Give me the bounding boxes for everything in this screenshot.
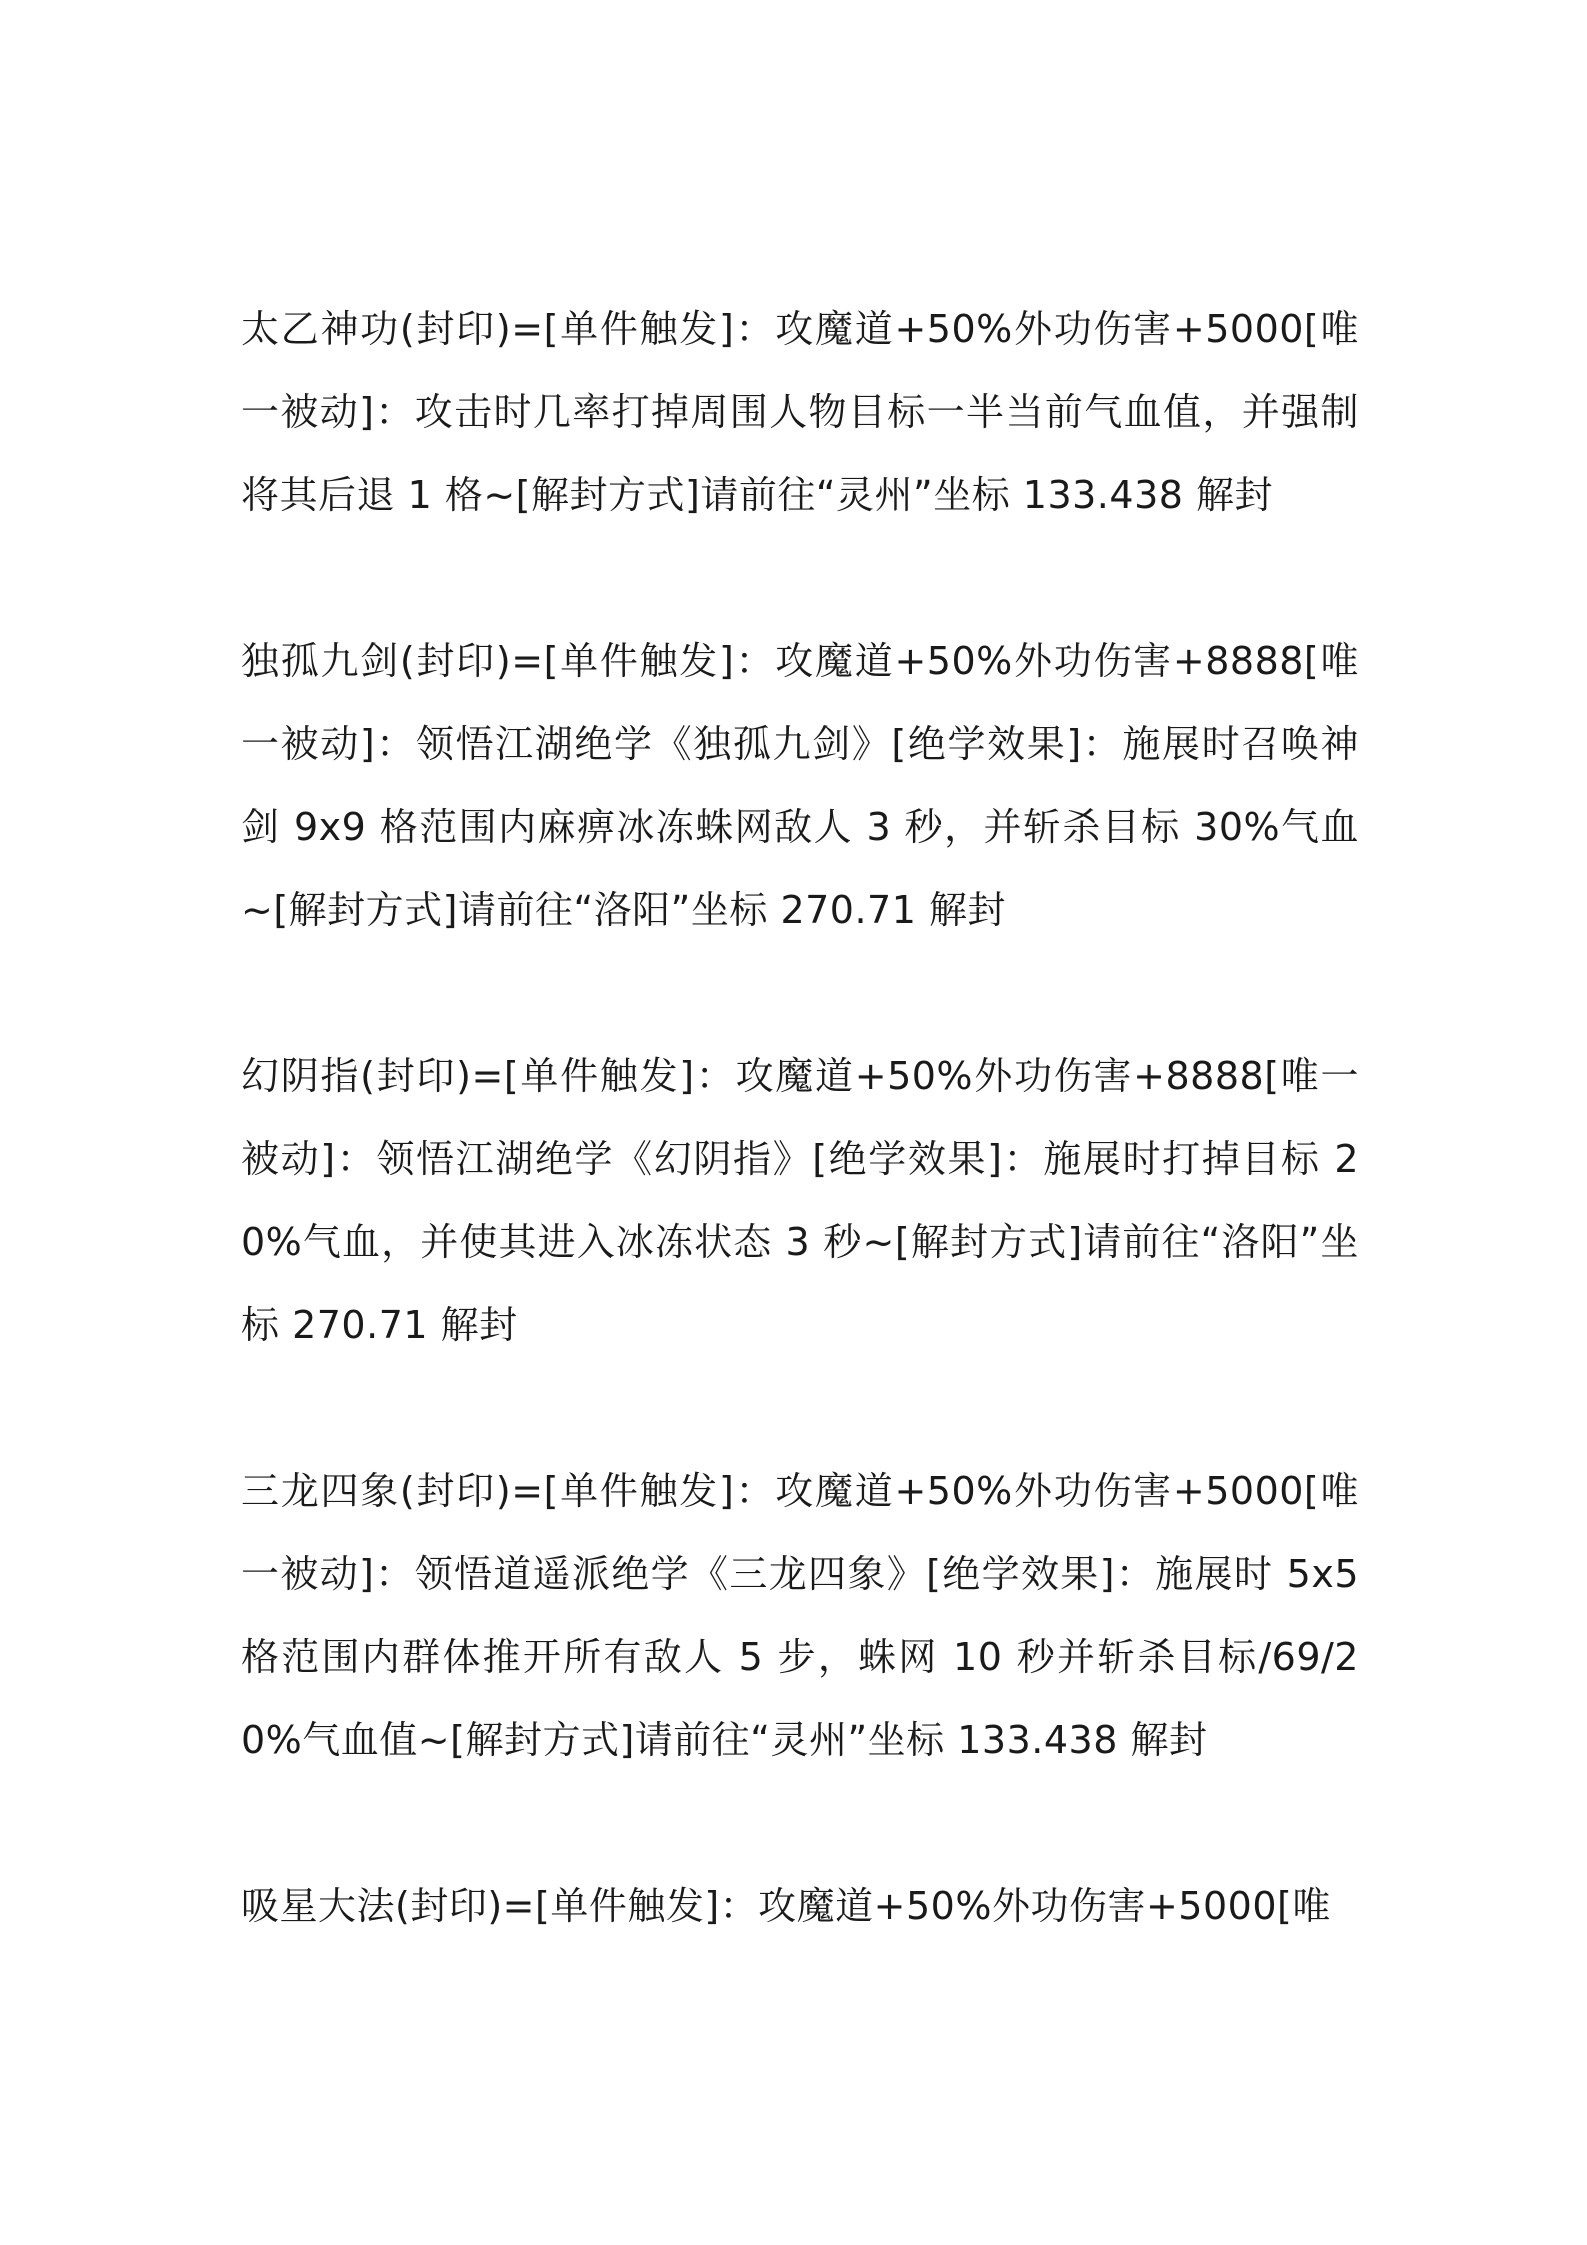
document-body: [241, 288, 1359, 1948]
paragraph-huanyin-zhi: 幻阴指(封印)=[单件触发]：攻魔道+50%外功伤害+8888[唯一被动]：领悟江湖绝学《幻阴指》[绝学效果]：施展时打掉目标 20%气血，并使其进入冰冻状态 3 秒~[解封方式]请前往“洛阳”坐标 270.71 解封: [241, 1054, 1359, 1347]
paragraph-sanlong-sixiang: 三龙四象(封印)=[单件触发]：攻魔道+50%外功伤害+5000[唯一被动]：领悟道遥派绝学《三龙四象》[绝学效果]：施展时 5x5 格范围内群体推开所有敌人 5 步，蛛网 10 秒并斩杀目标/69/20%气血值~[解封方式]请前往“灵州”坐标 133.438 解封: [241, 1469, 1359, 1762]
paragraph-xixing-dafa: 吸星大法(封印)=[单件触发]：攻魔道+50%外功伤害+5000[唯: [241, 1884, 1331, 1928]
paragraph-dugu-jiujian: 独孤九剑(封印)=[单件触发]：攻魔道+50%外功伤害+8888[唯一被动]：领悟江湖绝学《独孤九剑》[绝学效果]：施展时召唤神剑 9x9 格范围内麻痹冰冻蛛网敌人 3 秒，并斩杀目标 30%气血~[解封方式]请前往“洛阳”坐标 270.71 解封: [241, 639, 1359, 932]
paragraph-taiyi-shengong: 太乙神功(封印)=[单件触发]：攻魔道+50%外功伤害+5000[唯一被动]：攻击时几率打掉周围人物目标一半当前气血值，并强制将其后退 1 格~[解封方式]请前往“灵州”坐标 133.438 解封: [241, 307, 1359, 517]
